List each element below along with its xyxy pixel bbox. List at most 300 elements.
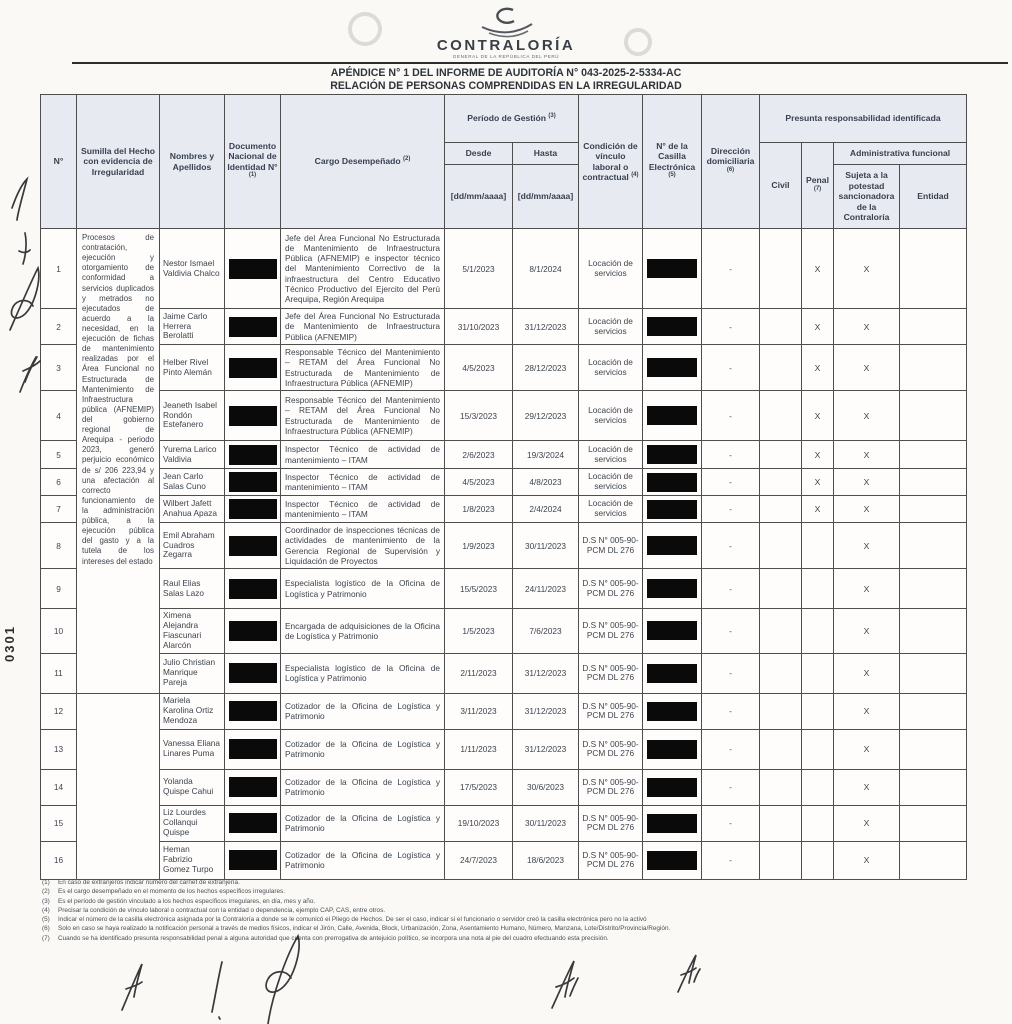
table-row — [41, 841, 967, 879]
cell-cargo: Inspector Técnico de actividad de mantenimiento – ITAM — [281, 496, 445, 523]
footnote — [42, 924, 976, 933]
redacted-dni-box — [229, 499, 277, 519]
cell-civil — [760, 496, 802, 523]
footnote — [42, 878, 976, 887]
cell-nombres: Yurema Larico Valdivia — [160, 441, 225, 469]
cell-desde: 15/5/2023 — [445, 569, 513, 609]
irregularity-table — [40, 94, 967, 880]
cell-num: 3 — [41, 345, 77, 391]
cell-condicion: D.S N° 005-90-PCM DL 276 — [579, 569, 643, 609]
cell-sujeta: X — [834, 229, 900, 309]
cell-sujeta: X — [834, 693, 900, 729]
cell-sujeta: X — [834, 441, 900, 469]
redacted-casilla-box — [647, 664, 697, 683]
footnotes — [42, 878, 976, 943]
document-title — [0, 67, 1012, 93]
cell-num: 8 — [41, 523, 77, 569]
cell-nombres: Liz Lourdes Collanqui Quispe — [160, 805, 225, 841]
cell-condicion: D.S N° 005-90-PCM DL 276 — [579, 841, 643, 879]
cell-penal — [802, 569, 834, 609]
cell-cargo: Especialista logístico de la Oficina de Logística y Patrimonio — [281, 569, 445, 609]
cell-nombres: Ximena Alejandra Fiascunari Alarcón — [160, 609, 225, 654]
redacted-casilla-box — [647, 621, 697, 640]
col-header-sujeta: Sujeta a la potestad sancionadora de la Contraloría — [834, 165, 900, 229]
cell-cargo: Encargada de adquisiciones de la Oficina de Logística y Patrimonio — [281, 609, 445, 654]
footnote-text: Precisar la condición de vínculo laboral o contractual con la entidad o dependencia, ejemplo CAP, CAS, entre otros. — [58, 906, 386, 914]
cell-direccion: - — [702, 693, 760, 729]
col-header-hasta: Hasta — [513, 143, 579, 165]
cell-cargo: Coordinador de inspecciones técnicas de actividades de mantenimiento de la Gerencia Regional de Supervisión y Liquidación de Proyectos — [281, 523, 445, 569]
cell-direccion: - — [702, 496, 760, 523]
cell-direccion: - — [702, 805, 760, 841]
cell-condicion: Locación de servicios — [579, 441, 643, 469]
cell-entidad — [900, 441, 967, 469]
cell-nombres: Emil Abraham Cuadros Zegarra — [160, 523, 225, 569]
cell-sujeta: X — [834, 729, 900, 769]
cell-condicion: D.S N° 005-90-PCM DL 276 — [579, 523, 643, 569]
cell-desde: 19/10/2023 — [445, 805, 513, 841]
cell-num: 2 — [41, 309, 77, 345]
signature-mark — [552, 961, 578, 1008]
cell-cargo: Inspector Técnico de actividad de mantenimiento – ITAM — [281, 441, 445, 469]
title-line-1: APÉNDICE N° 1 DEL INFORME DE AUDITORÍA N° 043-2025-2-5334-AC — [330, 67, 682, 79]
logo-subtitle: GENERAL DE LA REPÚBLICA DEL PERÚ — [452, 54, 560, 59]
cell-casilla — [643, 653, 702, 693]
cell-penal — [802, 841, 834, 879]
footnote — [42, 934, 976, 943]
cell-hasta: 30/11/2023 — [513, 523, 579, 569]
redacted-dni-box — [229, 777, 277, 797]
cell-dni — [225, 229, 281, 309]
cell-dni — [225, 569, 281, 609]
cell-casilla — [643, 309, 702, 345]
cell-hasta: 2/4/2024 — [513, 496, 579, 523]
table-row — [41, 309, 967, 345]
cell-dni — [225, 496, 281, 523]
cell-desde: 31/10/2023 — [445, 309, 513, 345]
footnote — [42, 906, 976, 915]
col-header-penal: Penal $^{(7)}$ — [802, 143, 834, 229]
cell-desde: 17/5/2023 — [445, 769, 513, 805]
redacted-dni-box — [229, 445, 277, 465]
cell-sujeta: X — [834, 569, 900, 609]
redacted-dni-box — [229, 663, 277, 683]
col-header-admin: Administrativa funcional — [834, 143, 967, 165]
cell-civil — [760, 309, 802, 345]
cell-entidad — [900, 469, 967, 496]
table-row — [41, 729, 967, 769]
cell-penal: X — [802, 309, 834, 345]
cell-cargo: Cotizador de la Oficina de Logística y Patrimonio — [281, 841, 445, 879]
col-header-num: N° — [41, 95, 77, 229]
cell-penal: X — [802, 496, 834, 523]
table-row — [41, 769, 967, 805]
signature-mark — [19, 233, 30, 264]
redacted-casilla-box — [647, 579, 697, 598]
cell-casilla — [643, 496, 702, 523]
signature-mark — [12, 179, 27, 220]
cell-casilla — [643, 229, 702, 309]
cell-hasta: 31/12/2023 — [513, 653, 579, 693]
cell-desde: 1/11/2023 — [445, 729, 513, 769]
cell-hasta: 24/11/2023 — [513, 569, 579, 609]
redacted-dni-box — [229, 701, 277, 721]
contraloria-logo — [0, 6, 1012, 59]
redacted-casilla-box — [647, 406, 697, 425]
col-header-nombres: Nombres y Apellidos — [160, 95, 225, 229]
footnote-number: (3) — [42, 897, 50, 905]
cell-desde: 1/5/2023 — [445, 609, 513, 654]
cell-desde: 2/11/2023 — [445, 653, 513, 693]
cell-entidad — [900, 769, 967, 805]
cell-nombres: Nestor Ismael Valdivia Chalco — [160, 229, 225, 309]
cell-nombres: Mariela Karolina Ortiz Mendoza — [160, 693, 225, 729]
table-row — [41, 653, 967, 693]
cell-entidad — [900, 523, 967, 569]
table-row — [41, 391, 967, 441]
cell-hasta: 31/12/2023 — [513, 693, 579, 729]
cell-dni — [225, 729, 281, 769]
cell-civil — [760, 569, 802, 609]
cell-dni — [225, 609, 281, 654]
cell-casilla — [643, 693, 702, 729]
cell-hasta: 31/12/2023 — [513, 309, 579, 345]
cell-num: 15 — [41, 805, 77, 841]
cell-num: 1 — [41, 229, 77, 309]
cell-condicion: Locación de servicios — [579, 496, 643, 523]
cell-condicion: D.S N° 005-90-PCM DL 276 — [579, 769, 643, 805]
redacted-casilla-box — [647, 358, 697, 377]
cell-condicion: Locación de servicios — [579, 309, 643, 345]
cell-civil — [760, 523, 802, 569]
cell-entidad — [900, 729, 967, 769]
cell-dni — [225, 805, 281, 841]
title-rule — [72, 62, 1008, 64]
cell-entidad — [900, 609, 967, 654]
logo-wordmark: CONTRALORÍA — [436, 37, 576, 54]
cell-direccion: - — [702, 441, 760, 469]
redacted-dni-box — [229, 358, 277, 378]
cell-dni — [225, 653, 281, 693]
cell-entidad — [900, 841, 967, 879]
cell-direccion: - — [702, 345, 760, 391]
table-row — [41, 693, 967, 729]
table-body — [41, 229, 967, 880]
cell-hasta: 30/6/2023 — [513, 769, 579, 805]
cell-entidad — [900, 391, 967, 441]
cell-casilla — [643, 441, 702, 469]
cell-civil — [760, 653, 802, 693]
table-row — [41, 441, 967, 469]
cell-entidad — [900, 309, 967, 345]
footnote-text: Solo en caso se haya realizado la notificación personal a través de medios físicos, indicar el Jirón, Calle, Avenida, Block, Urbanización, Zona, Asentamiento Humano, Número, Manzana, Lote/Distrito/Provincia/Región. — [58, 925, 671, 933]
cell-penal — [802, 523, 834, 569]
footnote-text: En caso de extranjeros indicar número del carnet de extranjería. — [58, 879, 240, 886]
footnote-text: Es el período de gestión vinculado a los hechos específicos irregulares, en día, mes y año. — [58, 897, 316, 905]
table-row — [41, 229, 967, 309]
redacted-casilla-box — [647, 259, 697, 278]
cell-sujeta: X — [834, 805, 900, 841]
cell-civil — [760, 391, 802, 441]
table-row — [41, 469, 967, 496]
cell-condicion: D.S N° 005-90-PCM DL 276 — [579, 609, 643, 654]
cell-dni — [225, 391, 281, 441]
cell-desde: 4/5/2023 — [445, 469, 513, 496]
cell-civil — [760, 345, 802, 391]
cell-condicion: D.S N° 005-90-PCM DL 276 — [579, 805, 643, 841]
title-line-2: RELACIÓN DE PERSONAS COMPRENDIDAS EN LA IRREGULARIDAD — [330, 80, 682, 93]
cell-nombres: Jaime Carlo Herrera Berolatti — [160, 309, 225, 345]
cell-sujeta: X — [834, 653, 900, 693]
col-header-sumilla: Sumilla del Hecho con evidencia de Irregularidad — [77, 95, 160, 229]
cell-sujeta: X — [834, 391, 900, 441]
cell-sujeta: X — [834, 496, 900, 523]
redacted-casilla-box — [647, 702, 697, 721]
cell-penal — [802, 609, 834, 654]
col-header-hasta-format: [dd/mm/aaaa] — [513, 165, 579, 229]
cell-direccion: - — [702, 769, 760, 805]
redacted-casilla-box — [647, 778, 697, 797]
cell-nombres: Vanessa Eliana Linares Puma — [160, 729, 225, 769]
cell-num: 6 — [41, 469, 77, 496]
cell-casilla — [643, 569, 702, 609]
cell-civil — [760, 441, 802, 469]
cell-penal: X — [802, 229, 834, 309]
cell-hasta: 8/1/2024 — [513, 229, 579, 309]
cell-casilla — [643, 345, 702, 391]
cell-sujeta: X — [834, 609, 900, 654]
cell-direccion: - — [702, 609, 760, 654]
cell-desde: 15/3/2023 — [445, 391, 513, 441]
cell-sujeta: X — [834, 523, 900, 569]
footnote — [42, 887, 976, 896]
cell-penal: X — [802, 391, 834, 441]
signature-mark — [20, 357, 40, 392]
cell-hasta: 4/8/2023 — [513, 469, 579, 496]
cell-direccion: - — [702, 391, 760, 441]
cell-desde: 1/9/2023 — [445, 523, 513, 569]
redacted-dni-box — [229, 536, 277, 556]
table-row — [41, 569, 967, 609]
cell-condicion: D.S N° 005-90-PCM DL 276 — [579, 693, 643, 729]
redacted-casilla-box — [647, 317, 697, 336]
redacted-dni-box — [229, 406, 277, 426]
cell-direccion: - — [702, 841, 760, 879]
cell-civil — [760, 609, 802, 654]
cell-num: 10 — [41, 609, 77, 654]
redacted-dni-box — [229, 621, 277, 641]
cell-penal: X — [802, 441, 834, 469]
cell-nombres: Helber Rivel Pinto Alemán — [160, 345, 225, 391]
redacted-casilla-box — [647, 740, 697, 759]
col-header-dni: Documento Nacional de Identidad N° $^{(1)}$ — [225, 95, 281, 229]
cell-cargo: Inspector Técnico de actividad de mantenimiento – ITAM — [281, 469, 445, 496]
cell-hasta: 31/12/2023 — [513, 729, 579, 769]
redacted-dni-box — [229, 317, 277, 337]
cell-dni — [225, 769, 281, 805]
cell-civil — [760, 729, 802, 769]
cell-num: 7 — [41, 496, 77, 523]
cell-casilla — [643, 523, 702, 569]
cell-direccion: - — [702, 469, 760, 496]
footnote — [42, 897, 976, 906]
cell-condicion: D.S N° 005-90-PCM DL 276 — [579, 653, 643, 693]
cell-direccion: - — [702, 523, 760, 569]
footnote-number: (4) — [42, 906, 50, 914]
cell-dni — [225, 693, 281, 729]
cell-entidad — [900, 345, 967, 391]
col-header-civil: Civil — [760, 143, 802, 229]
cell-desde: 4/5/2023 — [445, 345, 513, 391]
cell-dni — [225, 469, 281, 496]
signature-mark — [10, 268, 39, 330]
footnote-number: (5) — [42, 916, 50, 924]
cell-sujeta: X — [834, 769, 900, 805]
cell-dni — [225, 309, 281, 345]
redacted-casilla-box — [647, 814, 697, 833]
cell-num: 12 — [41, 693, 77, 729]
cell-cargo: Responsable Técnico del Mantenimiento – RETAM del Área Funcional No Estructurada de Mantenimiento de Infraestructura Pública (AFNEMIP) — [281, 391, 445, 441]
col-header-desde: Desde — [445, 143, 513, 165]
folio-number: 0301 — [1, 625, 17, 662]
cell-cargo: Cotizador de la Oficina de Logística y Patrimonio — [281, 805, 445, 841]
cell-condicion: D.S N° 005-90-PCM DL 276 — [579, 729, 643, 769]
footnote-number: (1) — [42, 879, 50, 886]
cell-nombres: Jeaneth Isabel Rondón Estefanero — [160, 391, 225, 441]
cell-cargo: Jefe del Área Funcional No Estructurada de Mantenimiento de Infraestructura Pública (AFNEMIP) — [281, 309, 445, 345]
cell-nombres: Raul Elias Salas Lazo — [160, 569, 225, 609]
cell-nombres: Julio Christian Manrique Pareja — [160, 653, 225, 693]
cell-dni — [225, 441, 281, 469]
cell-sujeta: X — [834, 309, 900, 345]
footnote-number: (7) — [42, 934, 50, 942]
cell-nombres: Wilbert Jafett Anahua Apaza — [160, 496, 225, 523]
redacted-casilla-box — [647, 445, 697, 464]
cell-civil — [760, 805, 802, 841]
cell-entidad — [900, 693, 967, 729]
cell-sumilla: Procesos de contratación, ejecución y otorgamiento de conformidad a servicios duplicados y metrados no ejecutados de acuerdo a la necesidad, en la ejecución de fichas de mantenimiento realizadas por el Área Funcional no Estructurada de Mantenimiento de Infraestructura pública (AFNEMIP) del gobierno regional de Arequipa - periodo 2023, generó perjuicio económico de s/ 206 223,94 y una afectación al correcto funcionamiento de la administración pública, a la ejecución pública del gasto y a la tutela de los intereses del estado — [77, 229, 160, 694]
cell-num: 14 — [41, 769, 77, 805]
footnote-text: Es el cargo desempeñado en el momento de los hechos específicos irregulares. — [58, 888, 285, 896]
table-header — [41, 95, 967, 229]
cell-desde: 5/1/2023 — [445, 229, 513, 309]
cell-num: 16 — [41, 841, 77, 879]
cell-dni — [225, 523, 281, 569]
cell-penal: X — [802, 345, 834, 391]
signature-mark — [122, 964, 142, 1010]
table-row — [41, 805, 967, 841]
footnote-number: (6) — [42, 925, 50, 933]
cell-casilla — [643, 841, 702, 879]
cell-direccion: - — [702, 569, 760, 609]
cell-sujeta: X — [834, 841, 900, 879]
cell-sujeta: X — [834, 345, 900, 391]
cell-nombres: Yolanda Quispe Cahui — [160, 769, 225, 805]
cell-civil — [760, 693, 802, 729]
cell-casilla — [643, 469, 702, 496]
table-row — [41, 523, 967, 569]
cell-condicion: Locación de servicios — [579, 469, 643, 496]
redacted-dni-box — [229, 259, 277, 279]
cell-dni — [225, 841, 281, 879]
redacted-dni-box — [229, 739, 277, 759]
cell-hasta: 18/6/2023 — [513, 841, 579, 879]
cell-sujeta: X — [834, 469, 900, 496]
cell-penal — [802, 769, 834, 805]
footnote-text: Cuando se ha identificado presunta responsabilidad penal a alguna autoridad que cuenta con prerrogativa de antejuicio político, se incorpora una nota al pie del cuadro efectuando esta precisión. — [58, 934, 609, 942]
cell-num: 11 — [41, 653, 77, 693]
cell-cargo: Cotizador de la Oficina de Logística y Patrimonio — [281, 693, 445, 729]
cell-cargo: Especialista logístico de la Oficina de Logística y Patrimonio — [281, 653, 445, 693]
cell-direccion: - — [702, 729, 760, 769]
footnote-number: (2) — [42, 888, 50, 896]
col-header-direccion: Dirección domiciliaria $^{(6)}$ — [702, 95, 760, 229]
cell-civil — [760, 229, 802, 309]
cell-cargo: Cotizador de la Oficina de Logística y Patrimonio — [281, 729, 445, 769]
cell-num: 5 — [41, 441, 77, 469]
cell-civil — [760, 469, 802, 496]
cell-hasta: 29/12/2023 — [513, 391, 579, 441]
col-header-casilla: N° de la Casilla Electrónica $^{(5)}$ — [643, 95, 702, 229]
cell-nombres: Jean Carlo Salas Cuno — [160, 469, 225, 496]
signature-mark — [678, 955, 700, 992]
cell-penal: X — [802, 469, 834, 496]
redacted-dni-box — [229, 850, 277, 870]
footnote-text: Indicar el número de la casilla electrónica asignada por la Contraloría a donde se le comunicó el Pliego de Hechos. De ser el caso, indicar si el funcionario o servidor creó la casilla electrónica pero no la activó — [58, 916, 647, 924]
cell-entidad — [900, 229, 967, 309]
col-header-presunta: Presunta responsabilidad identificada — [760, 95, 967, 143]
cell-hasta: 30/11/2023 — [513, 805, 579, 841]
cell-casilla — [643, 609, 702, 654]
cell-penal — [802, 805, 834, 841]
cell-desde: 2/6/2023 — [445, 441, 513, 469]
table-row — [41, 496, 967, 523]
cell-civil — [760, 769, 802, 805]
cell-casilla — [643, 729, 702, 769]
redacted-casilla-box — [647, 536, 697, 555]
cell-penal — [802, 729, 834, 769]
cell-dni — [225, 345, 281, 391]
contraloria-swirl-icon — [474, 6, 538, 38]
redacted-dni-box — [229, 579, 277, 599]
cell-desde: 3/11/2023 — [445, 693, 513, 729]
cell-casilla — [643, 769, 702, 805]
cell-desde: 24/7/2023 — [445, 841, 513, 879]
table-row — [41, 609, 967, 654]
table-row — [41, 345, 967, 391]
cell-num: 13 — [41, 729, 77, 769]
cell-penal — [802, 653, 834, 693]
cell-civil — [760, 841, 802, 879]
redacted-dni-box — [229, 472, 277, 492]
footnote — [42, 915, 976, 924]
cell-hasta: 19/3/2024 — [513, 441, 579, 469]
col-header-entidad: Entidad — [900, 165, 967, 229]
cell-cargo: Cotizador de la Oficina de Logística y Patrimonio — [281, 769, 445, 805]
redacted-casilla-box — [647, 500, 697, 519]
signature-mark — [212, 962, 222, 1019]
redacted-casilla-box — [647, 473, 697, 492]
cell-condicion: Locación de servicios — [579, 345, 643, 391]
cell-desde: 1/8/2023 — [445, 496, 513, 523]
cell-hasta: 28/12/2023 — [513, 345, 579, 391]
cell-num: 9 — [41, 569, 77, 609]
cell-entidad — [900, 805, 967, 841]
cell-hasta: 7/6/2023 — [513, 609, 579, 654]
col-header-desde-format: [dd/mm/aaaa] — [445, 165, 513, 229]
cell-condicion: Locación de servicios — [579, 391, 643, 441]
cell-condicion: Locación de servicios — [579, 229, 643, 309]
